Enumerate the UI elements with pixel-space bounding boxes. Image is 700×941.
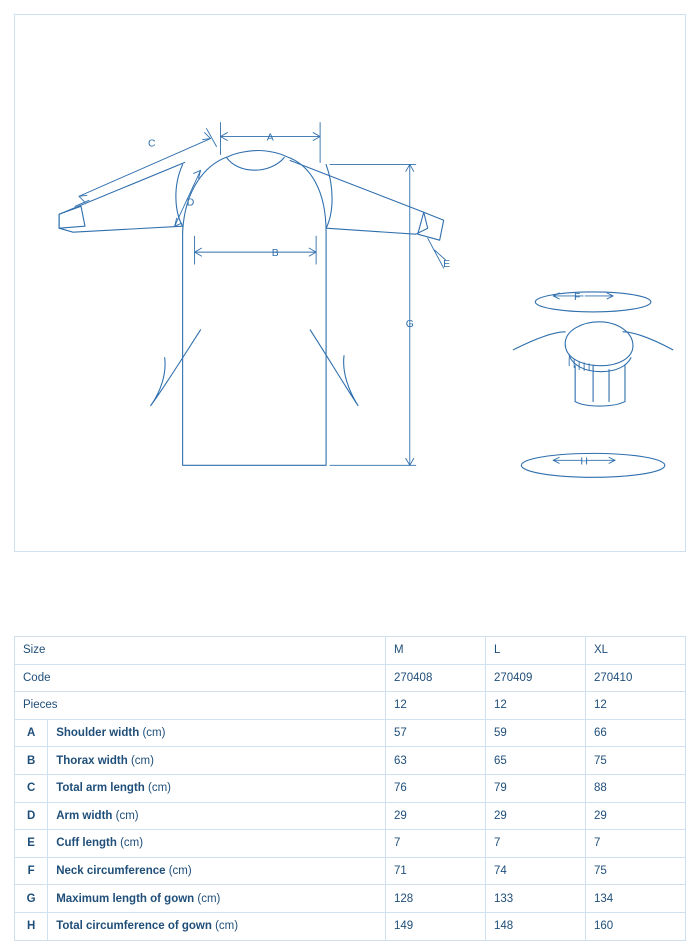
- gown-right-sleeve: [290, 160, 427, 234]
- row-label-unit: (cm): [112, 809, 139, 822]
- cell-value: 148: [485, 912, 585, 940]
- cell-value: 88: [585, 774, 685, 802]
- neck-right-shoulder-line: [623, 332, 673, 350]
- callout-f: F: [573, 291, 581, 303]
- dim-e-ext: [428, 238, 444, 268]
- row-label-text: Arm width: [56, 809, 113, 822]
- hem-circumference-ellipse: [521, 453, 664, 477]
- cell-value: 160: [585, 912, 685, 940]
- row-letter: F: [15, 857, 48, 885]
- row-letter: B: [15, 747, 48, 775]
- callout-g: G: [405, 318, 414, 330]
- cell-value: 29: [385, 802, 485, 830]
- row-label-unit: (cm): [144, 782, 171, 795]
- row-label: Pieces: [15, 692, 386, 720]
- row-label: [48, 747, 386, 775]
- table-row: [15, 747, 686, 775]
- cell-value: 76: [385, 774, 485, 802]
- row-label: [48, 885, 386, 913]
- cell-value: 7: [485, 830, 585, 858]
- cell-value: 133: [485, 885, 585, 913]
- neck-top-ellipse: [535, 292, 651, 312]
- gown-right-cuff: [418, 212, 444, 240]
- cell-value: 12: [385, 692, 485, 720]
- row-label: [48, 802, 386, 830]
- cell-value: 270410: [585, 664, 685, 692]
- cell-value: 59: [485, 719, 585, 747]
- row-label: [48, 774, 386, 802]
- callout-e: E: [443, 259, 451, 271]
- cell-value: 75: [585, 747, 685, 775]
- row-label-unit: (cm): [139, 727, 166, 740]
- table-row: [15, 692, 686, 720]
- table-row: [15, 830, 686, 858]
- neck-collar-inner: [569, 356, 631, 372]
- row-label-unit: (cm): [165, 865, 192, 878]
- neck-bottom-curve: [575, 402, 625, 406]
- row-label-text: Maximum length of gown: [56, 892, 195, 905]
- callout-h: H: [580, 456, 588, 468]
- row-label: [48, 912, 386, 940]
- row-label-text: Total circumference of gown: [56, 920, 212, 933]
- gown-shoulder-outline: [183, 150, 326, 232]
- row-letter: A: [15, 719, 48, 747]
- row-label-unit: (cm): [116, 837, 144, 850]
- cell-value: 29: [485, 802, 585, 830]
- table-row: [15, 802, 686, 830]
- cell-value: 270409: [485, 664, 585, 692]
- dimension-labels: [148, 133, 588, 468]
- table-row: [15, 664, 686, 692]
- row-letter: G: [15, 885, 48, 913]
- table-row: [15, 637, 686, 665]
- row-label-text: Cuff length: [56, 837, 117, 850]
- cell-value: 79: [485, 774, 585, 802]
- column-header-size: XL: [585, 637, 685, 665]
- row-label: Code: [15, 664, 386, 692]
- callout-b: B: [271, 248, 279, 260]
- cell-value: 66: [585, 719, 685, 747]
- gown-body-outline: [183, 232, 326, 465]
- cell-value: 134: [585, 885, 685, 913]
- cell-value: 12: [585, 692, 685, 720]
- cell-value: 7: [385, 830, 485, 858]
- row-label-text: Thorax width: [56, 754, 128, 767]
- size-spec-table-body: [15, 637, 686, 941]
- gown-left-tie: [151, 330, 201, 406]
- row-label-unit: (cm): [127, 754, 154, 767]
- gown-technical-drawing: [15, 15, 685, 551]
- table-row: [15, 774, 686, 802]
- cell-value: 128: [385, 885, 485, 913]
- dim-c-tick-right: [207, 129, 217, 147]
- dim-c-line: [79, 139, 211, 197]
- cell-value: 270408: [385, 664, 485, 692]
- table-row: [15, 885, 686, 913]
- table-row: [15, 719, 686, 747]
- gown-right-armhole: [326, 164, 332, 228]
- row-label-unit: (cm): [194, 892, 221, 905]
- cell-value: 65: [485, 747, 585, 775]
- row-label: Size: [15, 637, 386, 665]
- gown-left-cuff: [59, 206, 85, 228]
- column-header-size: L: [485, 637, 585, 665]
- table-row: [15, 912, 686, 940]
- gown-left-sleeve: [59, 162, 185, 232]
- cell-value: 63: [385, 747, 485, 775]
- row-letter: C: [15, 774, 48, 802]
- table-row: [15, 857, 686, 885]
- gown-diagram-panel: [14, 14, 686, 552]
- cell-value: 71: [385, 857, 485, 885]
- cell-value: 74: [485, 857, 585, 885]
- neck-collar-ring: [565, 322, 633, 366]
- row-label: [48, 719, 386, 747]
- callout-d: D: [186, 197, 195, 209]
- row-label-text: Shoulder width: [56, 727, 140, 740]
- cell-value: 57: [385, 719, 485, 747]
- row-label-text: Neck circumference: [56, 865, 166, 878]
- row-letter: D: [15, 802, 48, 830]
- gown-right-tie: [310, 330, 358, 406]
- size-spec-table: [14, 636, 686, 941]
- cell-value: 149: [385, 912, 485, 940]
- row-letter: H: [15, 912, 48, 940]
- callout-c: C: [147, 138, 156, 150]
- column-header-size: M: [385, 637, 485, 665]
- row-label: [48, 830, 386, 858]
- row-label: [48, 857, 386, 885]
- neck-left-shoulder-line: [513, 332, 565, 350]
- cell-value: 75: [585, 857, 685, 885]
- cell-value: 29: [585, 802, 685, 830]
- cell-value: 12: [485, 692, 585, 720]
- row-letter: E: [15, 830, 48, 858]
- gown-collar: [226, 157, 284, 170]
- row-label-text: Total arm length: [56, 782, 145, 795]
- cell-value: 7: [585, 830, 685, 858]
- row-label-unit: (cm): [211, 920, 239, 933]
- callout-a: A: [266, 132, 274, 144]
